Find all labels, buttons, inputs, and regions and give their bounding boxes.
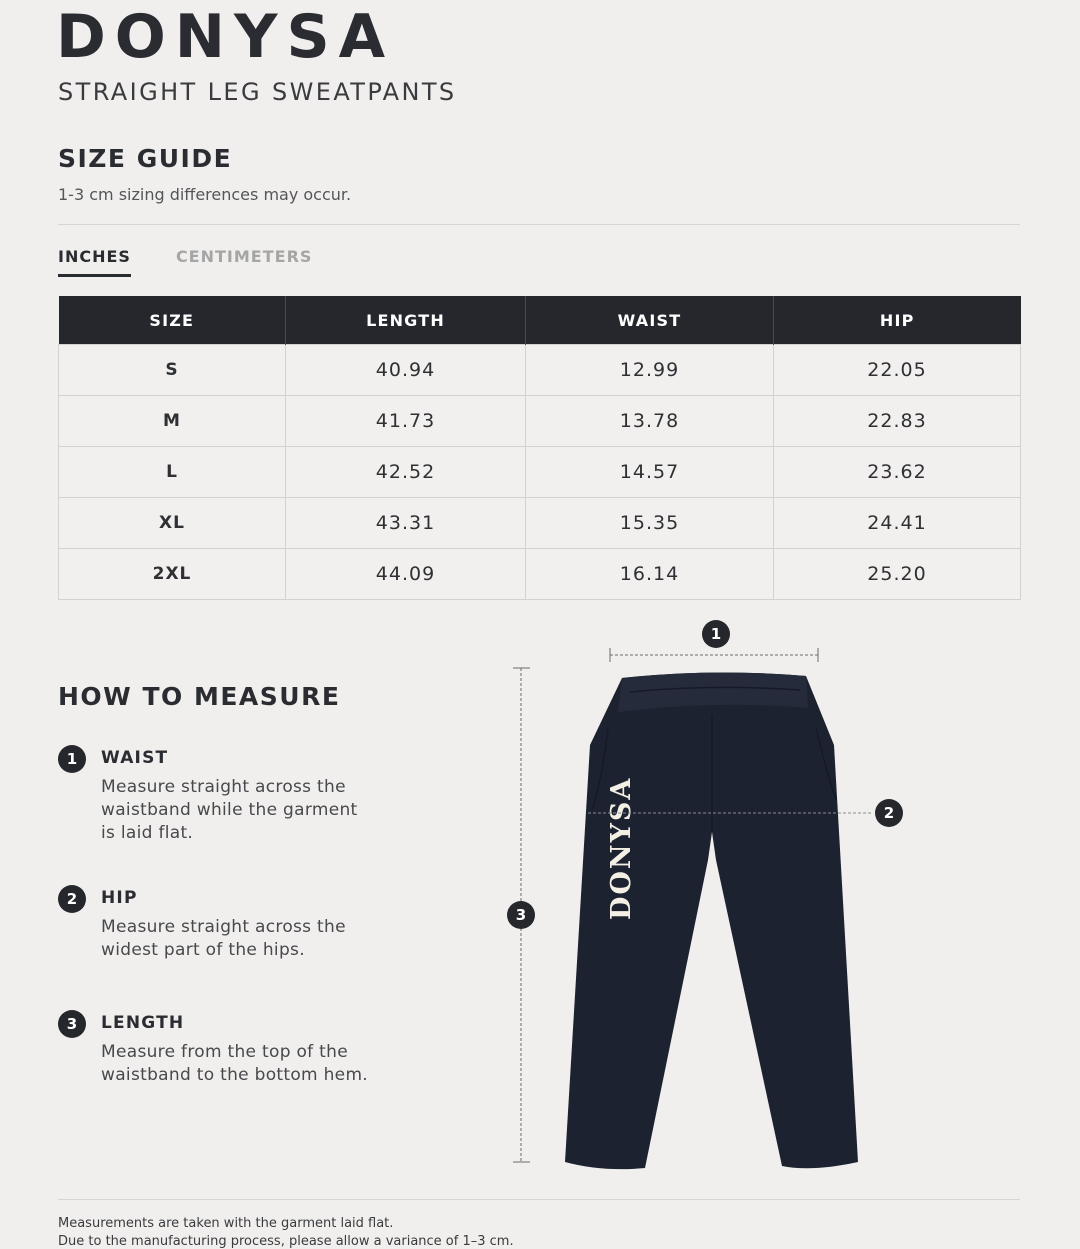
footnote-line-1: Measurements are taken with the garment laid flat. (58, 1216, 394, 1231)
step-description: Measure from the top of the waistband to the bottom hem. (101, 1042, 369, 1085)
tab-inches[interactable]: INCHES (58, 247, 131, 277)
svg-text:1: 1 (710, 625, 722, 643)
cell-length: 43.31 (286, 498, 526, 549)
cell-hip: 24.41 (774, 498, 1021, 549)
column-header-waist: WAIST (526, 296, 774, 345)
marker-1-badge (702, 620, 730, 648)
step-number-badge: 2 (58, 885, 86, 913)
cell-waist: 15.35 (526, 498, 774, 549)
footnote-line-2: Due to the manufacturing process, please allow a variance of 1–3 cm. (58, 1234, 514, 1249)
column-header-length: LENGTH (286, 296, 526, 345)
cell-hip: 25.20 (774, 549, 1021, 600)
cell-size: L (59, 447, 286, 498)
step-description: Measure straight across the waistband while the garment is laid flat. (101, 777, 358, 843)
cell-hip: 22.83 (774, 396, 1021, 447)
column-header-size: SIZE (59, 296, 286, 345)
cell-length: 41.73 (286, 396, 526, 447)
step-description: Measure straight across the widest part of the hips. (101, 917, 346, 960)
sweatpants-illustration (565, 672, 858, 1169)
cell-size: M (59, 396, 286, 447)
cell-length: 44.09 (286, 549, 526, 600)
brand-logo: DONYSA (56, 2, 395, 72)
cell-length: 42.52 (286, 447, 526, 498)
step-number-badge: 3 (58, 1010, 86, 1038)
step-number-badge: 1 (58, 745, 86, 773)
marker-3-badge (507, 901, 535, 929)
cell-waist: 16.14 (526, 549, 774, 600)
product-name: STRAIGHT LEG SWEATPANTS (58, 78, 457, 106)
step-title: WAIST (101, 748, 169, 768)
step-title: HIP (101, 888, 138, 908)
cell-waist: 13.78 (526, 396, 774, 447)
cell-size: 2XL (59, 549, 286, 600)
svg-text:3: 3 (515, 906, 527, 924)
step-title: LENGTH (101, 1013, 185, 1033)
column-header-hip: HIP (774, 296, 1021, 345)
how-to-measure-title: HOW TO MEASURE (58, 682, 341, 711)
cell-size: S (59, 345, 286, 396)
marker-2-badge (875, 799, 903, 827)
waist-measure-line (610, 648, 818, 662)
footer-divider (58, 1199, 1020, 1200)
size-guide-note: 1-3 cm sizing differences may occur. (58, 185, 352, 204)
cell-length: 40.94 (286, 345, 526, 396)
cell-size: XL (59, 498, 286, 549)
cell-waist: 14.57 (526, 447, 774, 498)
size-guide-title: SIZE GUIDE (58, 144, 233, 173)
svg-text:2: 2 (883, 804, 895, 822)
garment-print-text: DONYSA (606, 776, 637, 920)
cell-waist: 12.99 (526, 345, 774, 396)
cell-hip: 22.05 (774, 345, 1021, 396)
tab-centimeters[interactable]: CENTIMETERS (175, 247, 313, 266)
cell-hip: 23.62 (774, 447, 1021, 498)
